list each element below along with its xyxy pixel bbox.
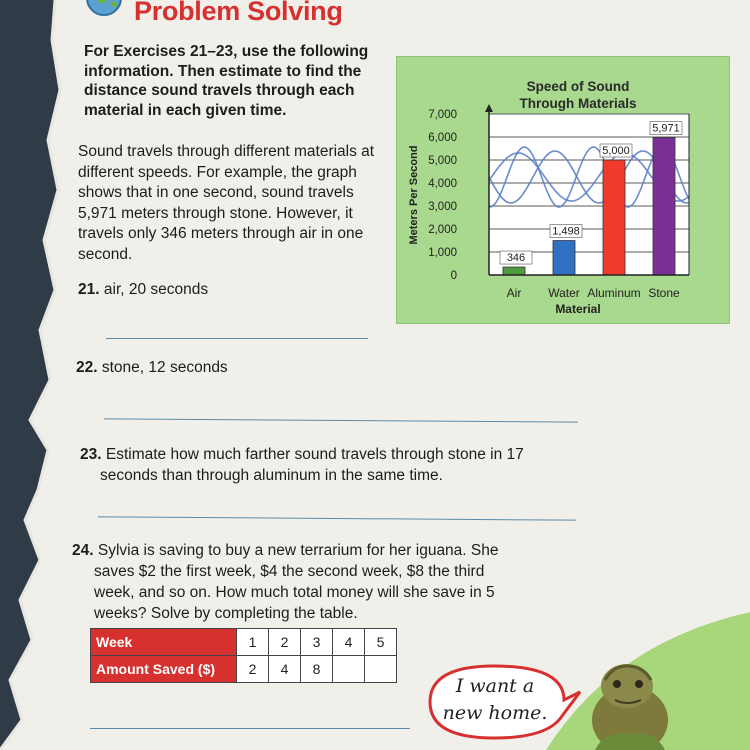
sound-paragraph: Sound travels through different materials at different speeds. For example, the graph shows that in one second, sound travels 5,971 meters through stone. However, it travels only 346 meters through air in one second.: [78, 143, 375, 263]
table-cell: 4: [333, 629, 365, 656]
exercise-instructions: For Exercises 21–23, use the following information. Then estimate to find the distance sound travels through each material in each given time.: [84, 43, 369, 119]
data-label: 1,498: [552, 225, 580, 238]
table-cell: 2: [269, 629, 301, 656]
question-number: 24.: [72, 542, 94, 559]
table-answer-cell[interactable]: [333, 656, 365, 683]
answer-line-24[interactable]: [90, 728, 410, 729]
table-cell: 1: [237, 629, 269, 656]
chart-panel: [396, 56, 730, 324]
data-label: 346: [506, 252, 526, 265]
table-row-amount: [91, 656, 397, 683]
table-cell: 2: [237, 656, 269, 683]
table-row-label: Amount Saved ($): [91, 656, 237, 683]
bar-water: [553, 241, 575, 275]
y-tick-label: 6,000: [428, 132, 457, 144]
y-tick-label: 4,000: [428, 178, 457, 190]
question-text: air, 20 seconds: [103, 281, 209, 298]
question-number: 23.: [80, 446, 102, 463]
savings-table: [90, 628, 397, 683]
table-cell: 4: [269, 656, 301, 683]
bar-aluminum: [603, 160, 625, 275]
data-label: 5,000: [602, 145, 630, 157]
y-tick-label: 2,000: [428, 224, 457, 236]
table-row-label: Week: [91, 629, 237, 656]
question-24: [72, 540, 524, 624]
question-22: [76, 357, 228, 378]
y-tick-label: 3,000: [428, 201, 457, 213]
globe-icon: [82, 0, 126, 16]
y-tick-label: 0: [450, 270, 457, 282]
data-label: 5,971: [652, 122, 680, 135]
x-tick-label: Aluminum: [587, 286, 641, 300]
page-title: Problem Solving: [134, 0, 343, 26]
y-tick-label: 5,000: [428, 155, 457, 167]
table-cell: 8: [301, 656, 333, 683]
bar-air: [503, 267, 525, 275]
chart-title-line-2: Through Materials: [519, 96, 637, 111]
answer-line-21[interactable]: [106, 338, 368, 339]
x-tick-label: Air: [506, 286, 522, 300]
question-text: Estimate how much farther sound travels through stone in 17 seconds than through aluminum in the same time.: [100, 446, 524, 484]
speech-bubble-text: [440, 673, 550, 727]
y-axis-arrow: [485, 104, 493, 112]
y-tick-label: 1,000: [428, 247, 457, 259]
iguana-image: [585, 650, 675, 750]
y-tick-label: 7,000: [428, 109, 457, 121]
table-row-week: [91, 629, 397, 656]
question-21: [78, 279, 208, 300]
question-number: 21.: [78, 281, 100, 298]
bar-stone: [653, 138, 675, 275]
x-axis-label: Material: [555, 302, 601, 316]
speech-line-1: I want a: [455, 675, 535, 697]
table-answer-cell[interactable]: [365, 656, 397, 683]
x-tick-label: Stone: [648, 286, 680, 300]
speed-of-sound-chart: [397, 57, 729, 323]
question-23: [80, 444, 532, 486]
y-axis-label: Meters Per Second: [408, 145, 420, 245]
table-cell: 3: [301, 629, 333, 656]
question-text: stone, 12 seconds: [101, 359, 228, 376]
x-tick-label: Water: [548, 286, 580, 300]
question-text: Sylvia is saving to buy a new terrarium for her iguana. She saves $2 the first week, $4 the second week, $8 the third week, and so on. How much total money will she save in 5 weeks? Solve by completing the table.: [94, 542, 499, 622]
speech-line-2: new home.: [442, 702, 548, 724]
question-number: 22.: [76, 359, 98, 376]
table-cell: 5: [365, 629, 397, 656]
chart-title-line-1: Speed of Sound: [526, 79, 630, 94]
